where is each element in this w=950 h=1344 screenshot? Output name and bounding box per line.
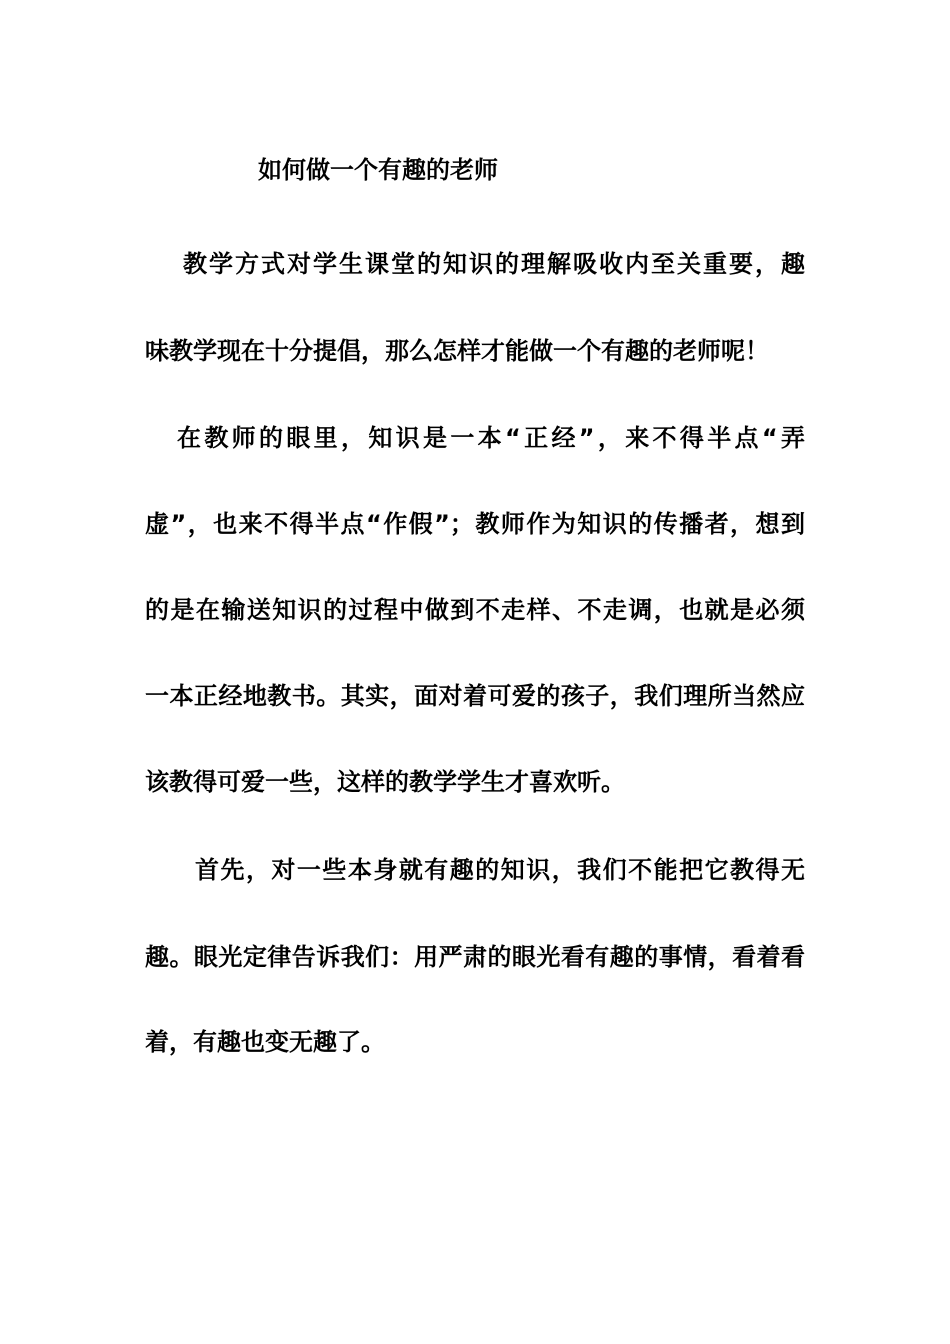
paragraph-1-line-1: 教学方式对学生课堂的知识的理解吸收内至关重要，趣 bbox=[183, 250, 805, 278]
document-title: 如何做一个有趣的老师 bbox=[258, 156, 498, 184]
paragraph-3-line-2: 趣。眼光定律告诉我们：用严肃的眼光看有趣的事情，看着看 bbox=[145, 943, 805, 971]
paragraph-3-line-3: 着，有趣也变无趣了。 bbox=[145, 1028, 385, 1056]
paragraph-2-line-4: 一本正经地教书。其实，面对着可爱的孩子，我们理所当然应 bbox=[145, 682, 805, 710]
paragraph-2-line-3: 的是在输送知识的过程中做到不走样、不走调，也就是必须 bbox=[145, 596, 805, 624]
paragraph-2-line-2: 虚”，也来不得半点“作假”；教师作为知识的传播者，想到 bbox=[145, 510, 805, 538]
paragraph-1-line-2: 味教学现在十分提倡，那么怎样才能做一个有趣的老师呢！ bbox=[145, 337, 769, 365]
paragraph-2-line-1: 在教师的眼里，知识是一本“正经”，来不得半点“弄 bbox=[177, 424, 805, 452]
paragraph-3-line-1: 首先，对一些本身就有趣的知识，我们不能把它教得无 bbox=[195, 856, 805, 884]
paragraph-2-line-5: 该教得可爱一些，这样的教学学生才喜欢听。 bbox=[145, 768, 625, 796]
